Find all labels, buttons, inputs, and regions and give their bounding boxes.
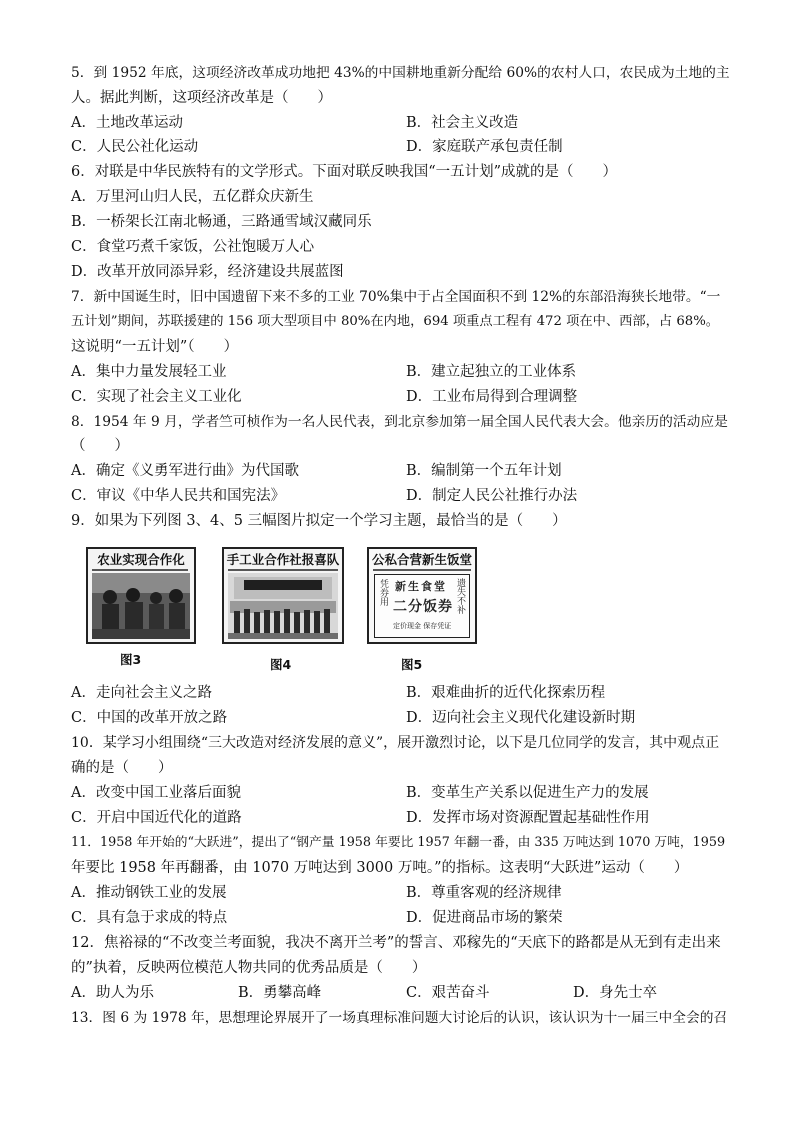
q7-option-b: B．建立起独立的工业体系 [406, 364, 577, 380]
q6-option-a: A．万里河山归人民，五亿群众庆新生 [71, 189, 314, 205]
q8-stem-line2: （ ） [71, 438, 129, 454]
q11-option-c: C．具有急于求成的特点 [71, 910, 228, 926]
q7-option-a: A．集中力量发展轻工业 [71, 364, 227, 380]
q13-stem-line1: 13．图 6 为 1978 年，思想理论界展开了一场真理标准问题大讨论后的认识，该认识为十一届三中全会的召 [71, 1010, 728, 1026]
q12-stem-line1: 12．焦裕禄的“不改变兰考面貌，我决不离开兰考”的誓言、邓稼先的“天底下的路都是从无到有走出来 [71, 935, 721, 951]
q5-stem-line2: 人。据此判断，这项经济改革是（ ） [71, 90, 332, 106]
q7-stem-line2: 五计划”期间，苏联援建的 156 项大型项目中 80%在内地，694 项重点工程有 472 项在中、西部，占 68%。 [71, 314, 720, 329]
q10-option-b: B．变革生产关系以促进生产力的发展 [406, 785, 649, 801]
q10-option-a: A．改变中国工业落后面貌 [71, 785, 241, 801]
figure-4-caption: 手工业合作社报喜队 [226, 552, 340, 567]
coupon-value: 二分饭券 [393, 599, 453, 615]
q10-stem-line2: 确的是（ ） [71, 760, 173, 776]
q6-stem: 6．对联是中华民族特有的文学形式。下面对联反映我国“一五计划”成就的是（ ） [71, 164, 618, 180]
figure-4-label: 图4 [270, 657, 292, 672]
q9-option-a: A．走向社会主义之路 [71, 685, 212, 701]
q7-option-c: C．实现了社会主义工业化 [71, 389, 242, 405]
figure-5-photo [367, 547, 477, 644]
q9-option-d: D．迈向社会主义现代化建设新时期 [406, 710, 636, 726]
figure-5-caption: 公私合营新生饭堂 [371, 552, 472, 567]
q8-option-c: C．审议《中华人民共和国宪法》 [71, 488, 286, 504]
q8-option-b: B．编制第一个五年计划 [406, 463, 562, 479]
q12-option-d: D．身先士卒 [573, 985, 658, 1001]
q10-option-d: D．发挥市场对资源配置起基础性作用 [406, 810, 650, 826]
coupon-right-text: 遗失不补 [455, 578, 465, 614]
figure-3-photo [86, 547, 196, 644]
figure-4-image [224, 549, 342, 642]
q11-option-d: D．促进商品市场的繁荣 [406, 910, 563, 926]
q11-option-a: A．推动钢铁工业的发展 [71, 885, 227, 901]
coupon-left-text: 凭券用 [378, 579, 388, 606]
q11-stem-line2: 年要比 1958 年再翻番，由 1070 万吨达到 3000 万吨。”的指标。这表明“大跃进”运动（ ） [71, 860, 689, 876]
figure-3-image [88, 549, 194, 642]
figure-4-photo [222, 547, 344, 644]
q12-option-c: C．艰苦奋斗 [406, 985, 490, 1001]
q11-option-b: B．尊重客观的经济规律 [406, 885, 562, 901]
q11-stem-line1: 11．1958 年开始的“大跃进”，提出了“钢产量 1958 年要比 1957 年翻一番，由 335 万吨达到 1070 万吨，1959 [71, 835, 726, 850]
q6-option-d: D．改革开放同添异彩，经济建设共展蓝图 [71, 264, 344, 280]
q12-option-b: B．勇攀高峰 [238, 985, 322, 1001]
coupon-title: 新生食堂 [395, 580, 447, 593]
figure-3-label: 图3 [120, 652, 142, 667]
q5-option-a: A．土地改革运动 [71, 115, 183, 131]
meal-coupon [374, 574, 470, 638]
q6-option-b: B．一桥架长江南北畅通，三路通雪域汉藏同乐 [71, 214, 372, 230]
q8-stem-line1: 8．1954 年 9 月，学者竺可桢作为一名人民代表，到北京参加第一届全国人民代表大会。他亲历的活动应是 [71, 414, 728, 430]
q7-stem-line1: 7．新中国诞生时，旧中国遗留下来不多的工业 70%集中于占全国面积不到 12%的东部沿海狭长地带。“一 [71, 289, 721, 305]
q5-option-c: C．人民公社化运动 [71, 139, 199, 155]
q6-option-c: C．食堂巧煮千家饭，公社饱暖万人心 [71, 239, 315, 255]
figure-3-caption: 农业实现合作化 [97, 552, 185, 567]
q9-option-b: B．艰难曲折的近代化探索历程 [406, 685, 606, 701]
q8-option-a: A．确定《义勇军进行曲》为代国歌 [71, 463, 299, 479]
q10-option-c: C．开启中国近代化的道路 [71, 810, 242, 826]
q12-option-a: A．助人为乐 [71, 985, 154, 1001]
q9-option-c: C．中国的改革开放之路 [71, 710, 228, 726]
q8-option-d: D．制定人民公社推行办法 [406, 488, 578, 504]
q5-option-b: B．社会主义改造 [406, 115, 519, 131]
q7-option-d: D．工业布局得到合理调整 [406, 389, 578, 405]
figure-5-label: 图5 [401, 657, 423, 672]
q12-stem-line2: 的”执着，反映两位模范人物共同的优秀品质是（ ） [71, 960, 427, 976]
q9-stem: 9．如果为下列图 3、4、5 三幅图片拟定一个学习主题，最恰当的是（ ） [71, 513, 567, 529]
q5-option-d: D．家庭联产承包责任制 [406, 139, 563, 155]
q10-stem-line1: 10．某学习小组围绕“三大改造对经济发展的意义”，展开激烈讨论，以下是几位同学的发言，其中观点正 [71, 735, 720, 751]
q5-stem-line1: 5．到 1952 年底，这项经济改革成功地把 43%的中国耕地重新分配给 60%的农村人口，农民成为土地的主 [71, 65, 730, 81]
coupon-bottom-text: 定价现金 保存凭证 [393, 622, 452, 630]
q7-stem-line3: 这说明“一五计划”（ ） [71, 339, 239, 355]
